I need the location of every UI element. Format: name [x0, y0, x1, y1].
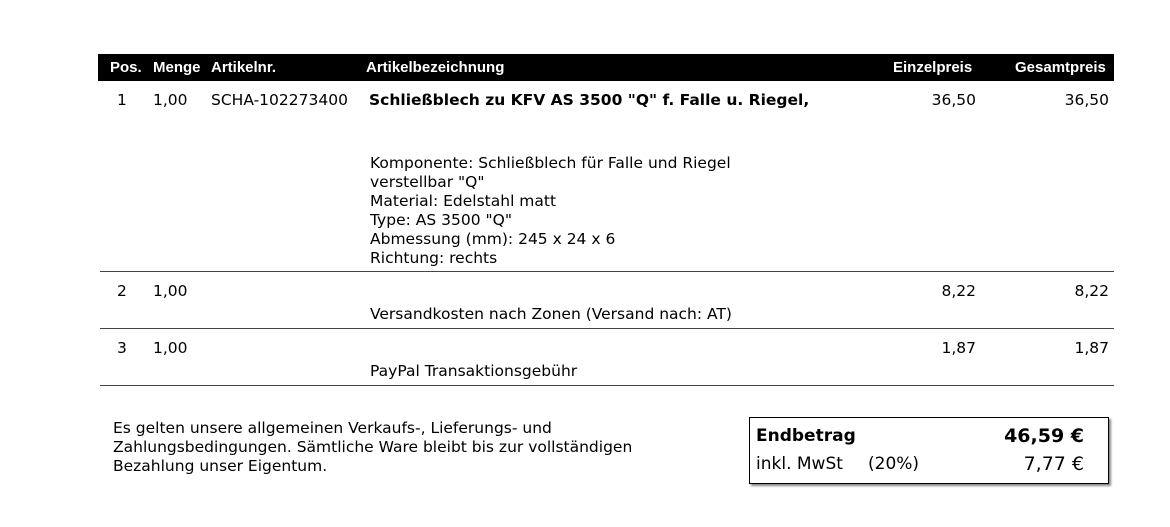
mwst-value: 7,77 € [1023, 453, 1084, 475]
terms-text [113, 419, 632, 476]
row-divider [100, 385, 1114, 386]
header-bezeichnung: Artikelbezeichnung [366, 59, 505, 76]
row-menge: 1,00 [153, 282, 188, 300]
table-header [98, 54, 1114, 81]
row-pos: 3 [117, 339, 127, 357]
description-line: Komponente: Schließblech für Falle und Riegel [370, 154, 731, 172]
terms-line: Bezahlung unser Eigentum. [113, 457, 328, 475]
mwst-label: inkl. MwSt [756, 454, 843, 474]
row-gesamtpreis: 36,50 [1064, 91, 1109, 109]
row-divider [100, 271, 1114, 272]
row-menge: 1,00 [153, 339, 188, 357]
row-pos: 2 [117, 282, 127, 300]
mwst-rate: (20%) [868, 454, 920, 474]
header-einzelpreis: Einzelpreis [893, 59, 973, 76]
description-line: verstellbar "Q" [370, 173, 485, 191]
terms-line: Zahlungsbedingungen. Sämtliche Ware bleibt bis zur vollständigen [113, 438, 633, 456]
terms-line: Es gelten unsere allgemeinen Verkaufs-, Lieferungs- und [113, 419, 552, 437]
row-einzelpreis: 8,22 [941, 282, 976, 300]
description-line: Abmessung (mm): 245 x 24 x 6 [370, 230, 616, 248]
row-description: Versandkosten nach Zonen (Versand nach: AT) [370, 305, 732, 323]
header-artikelnr: Artikelnr. [211, 59, 277, 76]
row-gesamtpreis: 8,22 [1074, 282, 1109, 300]
row-menge: 1,00 [153, 91, 188, 109]
header-menge: Menge [153, 59, 201, 76]
header-gesamtpreis: Gesamtpreis [1015, 59, 1106, 76]
description-line: Richtung: rechts [370, 249, 498, 267]
row-pos: 1 [117, 91, 127, 109]
row-artikelnr: SCHA-102273400 [211, 91, 348, 109]
endbetrag-value: 46,59 € [1004, 425, 1084, 447]
description-line: Type: AS 3500 "Q" [370, 211, 512, 229]
endbetrag-label: Endbetrag [756, 426, 856, 446]
row-einzelpreis: 1,87 [941, 339, 976, 357]
row-divider [100, 328, 1114, 329]
header-pos: Pos. [110, 59, 142, 76]
row-description [370, 154, 731, 268]
row-title: Schließblech zu KFV AS 3500 "Q" f. Falle u. Riegel, [369, 91, 810, 109]
totals-box [749, 417, 1109, 484]
row-einzelpreis: 36,50 [931, 91, 976, 109]
description-line: Material: Edelstahl matt [370, 192, 557, 210]
row-gesamtpreis: 1,87 [1074, 339, 1109, 357]
row-description: PayPal Transaktionsgebühr [370, 362, 578, 380]
